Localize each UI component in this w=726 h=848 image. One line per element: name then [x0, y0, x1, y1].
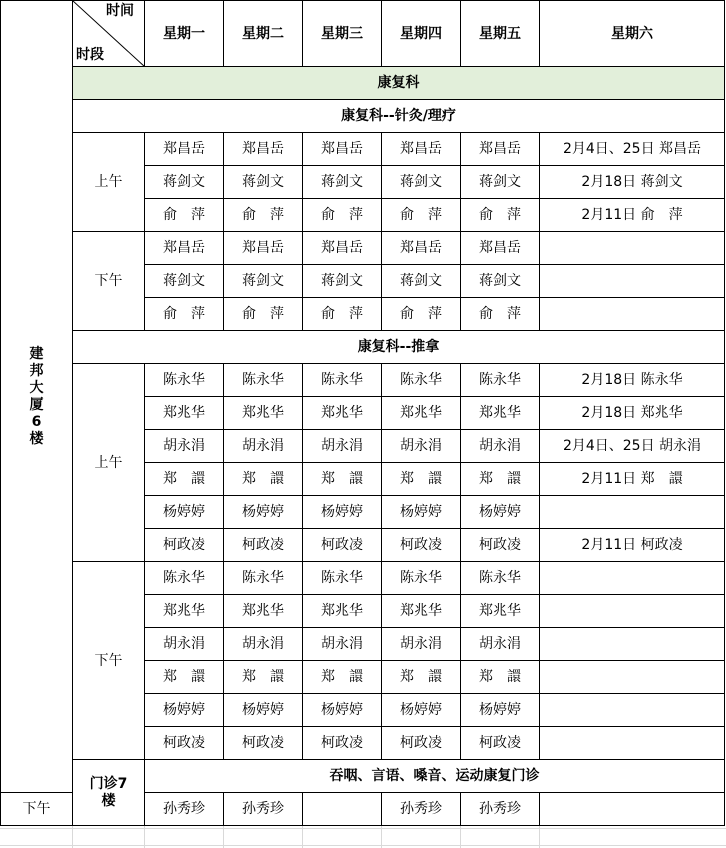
doctor-cell: 杨婷婷 — [145, 694, 224, 727]
doctor-cell: 柯政凌 — [145, 529, 224, 562]
doctor-cell: 胡永涓 — [224, 430, 303, 463]
doctor-cell: 柯政凌 — [461, 727, 540, 760]
doctor-cell: 孙秀珍 — [145, 793, 224, 826]
doctor-cell: 俞 萍 — [224, 199, 303, 232]
doctor-cell: 蒋剑文 — [461, 265, 540, 298]
doctor-cell: 柯政凌 — [224, 727, 303, 760]
doctor-cell: 杨婷婷 — [382, 694, 461, 727]
doctor-cell: 蒋剑文 — [145, 265, 224, 298]
saturday-cell: 2月18日 郑兆华 — [540, 397, 725, 430]
doctor-cell: 胡永涓 — [145, 430, 224, 463]
location-top-cell — [1, 1, 73, 793]
saturday-cell: 2月18日 陈永华 — [540, 364, 725, 397]
saturday-cell — [540, 562, 725, 595]
doctor-cell: 柯政凌 — [382, 529, 461, 562]
doctor-cell: 胡永涓 — [303, 430, 382, 463]
doctor-cell: 郑昌岳 — [382, 133, 461, 166]
saturday-cell — [540, 793, 725, 826]
doctor-cell: 郑昌岳 — [303, 232, 382, 265]
doctor-cell: 郑 譞 — [224, 463, 303, 496]
doctor-cell: 胡永涓 — [224, 628, 303, 661]
doctor-cell: 胡永涓 — [382, 628, 461, 661]
period-label: 时段 — [76, 47, 104, 63]
doctor-cell: 俞 萍 — [145, 199, 224, 232]
location-main-label: 建邦大厦6楼 — [29, 345, 44, 447]
saturday-cell: 2月4日、25日 胡永涓 — [540, 430, 725, 463]
doctor-cell: 郑兆华 — [461, 595, 540, 628]
doctor-cell: 蒋剑文 — [382, 265, 461, 298]
doctor-cell: 郑兆华 — [382, 397, 461, 430]
saturday-cell — [540, 232, 725, 265]
doctor-cell: 郑 譞 — [303, 661, 382, 694]
doctor-cell: 郑兆华 — [303, 397, 382, 430]
doctor-cell: 俞 萍 — [303, 199, 382, 232]
saturday-cell: 2月4日、25日 郑昌岳 — [540, 133, 725, 166]
doctor-cell: 蒋剑文 — [303, 166, 382, 199]
doctor-cell: 郑 譞 — [461, 463, 540, 496]
doctor-cell: 陈永华 — [303, 364, 382, 397]
doctor-cell: 孙秀珍 — [461, 793, 540, 826]
doctor-cell: 陈永华 — [224, 364, 303, 397]
day-header: 星期六 — [540, 1, 725, 67]
doctor-cell: 柯政凌 — [303, 727, 382, 760]
saturday-cell — [540, 694, 725, 727]
doctor-cell: 郑昌岳 — [145, 232, 224, 265]
doctor-cell: 陈永华 — [461, 364, 540, 397]
doctor-cell: 郑昌岳 — [303, 133, 382, 166]
doctor-cell: 郑昌岳 — [461, 232, 540, 265]
location-clinic-label: 门诊7楼 — [89, 775, 128, 809]
doctor-cell: 胡永涓 — [303, 628, 382, 661]
doctor-cell: 杨婷婷 — [461, 496, 540, 529]
doctor-cell: 蒋剑文 — [461, 166, 540, 199]
saturday-cell: 2月11日 俞 萍 — [540, 199, 725, 232]
doctor-cell: 郑 譞 — [303, 463, 382, 496]
saturday-cell — [540, 661, 725, 694]
doctor-cell: 郑兆华 — [145, 595, 224, 628]
doctor-cell: 胡永涓 — [461, 628, 540, 661]
doctor-cell: 陈永华 — [303, 562, 382, 595]
doctor-cell: 郑 譞 — [382, 661, 461, 694]
doctor-cell: 郑兆华 — [224, 595, 303, 628]
doctor-cell: 柯政凌 — [145, 727, 224, 760]
doctor-cell: 蒋剑文 — [382, 166, 461, 199]
day-header: 星期四 — [382, 1, 461, 67]
diagonal-header-cell — [73, 1, 145, 67]
doctor-cell: 俞 萍 — [461, 199, 540, 232]
doctor-cell: 柯政凌 — [303, 529, 382, 562]
doctor-cell: 杨婷婷 — [461, 694, 540, 727]
saturday-cell — [540, 595, 725, 628]
doctor-cell: 陈永华 — [224, 562, 303, 595]
saturday-cell — [540, 496, 725, 529]
doctor-cell — [303, 793, 382, 826]
doctor-cell: 陈永华 — [145, 364, 224, 397]
doctor-cell: 陈永华 — [461, 562, 540, 595]
saturday-cell: 2月18日 蒋剑文 — [540, 166, 725, 199]
doctor-cell: 杨婷婷 — [303, 496, 382, 529]
doctor-cell: 郑兆华 — [461, 397, 540, 430]
doctor-cell: 郑昌岳 — [224, 133, 303, 166]
doctor-cell: 俞 萍 — [461, 298, 540, 331]
time-label: 时间 — [106, 3, 134, 19]
doctor-cell: 郑昌岳 — [461, 133, 540, 166]
day-header: 星期三 — [303, 1, 382, 67]
location-clinic-cell — [73, 760, 145, 826]
doctor-cell: 孙秀珍 — [224, 793, 303, 826]
doctor-cell: 俞 萍 — [303, 298, 382, 331]
section-title: 康复科--针灸/理疗 — [73, 100, 725, 133]
saturday-cell — [540, 727, 725, 760]
saturday-cell — [540, 628, 725, 661]
doctor-cell: 陈永华 — [382, 364, 461, 397]
saturday-cell: 2月11日 柯政凌 — [540, 529, 725, 562]
doctor-cell: 柯政凌 — [461, 529, 540, 562]
doctor-cell: 郑昌岳 — [145, 133, 224, 166]
doctor-cell: 蒋剑文 — [145, 166, 224, 199]
doctor-cell: 郑 譞 — [145, 661, 224, 694]
doctor-cell: 郑兆华 — [224, 397, 303, 430]
day-header: 星期五 — [461, 1, 540, 67]
doctor-cell: 郑 譞 — [461, 661, 540, 694]
department-title: 康复科 — [73, 67, 725, 100]
section-title: 康复科--推拿 — [73, 331, 725, 364]
doctor-cell: 柯政凌 — [382, 727, 461, 760]
day-header: 星期二 — [224, 1, 303, 67]
doctor-cell: 杨婷婷 — [382, 496, 461, 529]
doctor-cell: 俞 萍 — [382, 199, 461, 232]
doctor-cell: 郑 譞 — [145, 463, 224, 496]
doctor-cell: 郑 譞 — [382, 463, 461, 496]
period-cell: 下午 — [1, 793, 73, 826]
doctor-cell: 杨婷婷 — [224, 694, 303, 727]
doctor-cell: 郑昌岳 — [224, 232, 303, 265]
period-cell: 下午 — [73, 562, 145, 760]
doctor-cell: 蒋剑文 — [303, 265, 382, 298]
doctor-cell: 胡永涓 — [382, 430, 461, 463]
doctor-cell: 郑兆华 — [303, 595, 382, 628]
doctor-cell: 俞 萍 — [224, 298, 303, 331]
doctor-cell: 陈永华 — [145, 562, 224, 595]
doctor-cell: 郑兆华 — [145, 397, 224, 430]
doctor-cell: 蒋剑文 — [224, 265, 303, 298]
day-header: 星期一 — [145, 1, 224, 67]
doctor-cell: 胡永涓 — [145, 628, 224, 661]
doctor-cell: 郑 譞 — [224, 661, 303, 694]
doctor-cell: 俞 萍 — [382, 298, 461, 331]
doctor-cell: 郑兆华 — [382, 595, 461, 628]
doctor-cell: 郑昌岳 — [382, 232, 461, 265]
doctor-cell: 孙秀珍 — [382, 793, 461, 826]
doctor-cell: 陈永华 — [382, 562, 461, 595]
doctor-cell: 杨婷婷 — [145, 496, 224, 529]
doctor-cell: 胡永涓 — [461, 430, 540, 463]
doctor-cell: 杨婷婷 — [224, 496, 303, 529]
doctor-cell: 蒋剑文 — [224, 166, 303, 199]
period-cell: 下午 — [73, 232, 145, 331]
period-cell: 上午 — [73, 133, 145, 232]
clinic-title: 吞咽、言语、嗓音、运动康复门诊 — [145, 760, 725, 793]
period-cell: 上午 — [73, 364, 145, 562]
doctor-cell: 柯政凌 — [224, 529, 303, 562]
doctor-cell: 杨婷婷 — [303, 694, 382, 727]
saturday-cell — [540, 265, 725, 298]
saturday-cell: 2月11日 郑 譞 — [540, 463, 725, 496]
saturday-cell — [540, 298, 725, 331]
doctor-cell: 俞 萍 — [145, 298, 224, 331]
